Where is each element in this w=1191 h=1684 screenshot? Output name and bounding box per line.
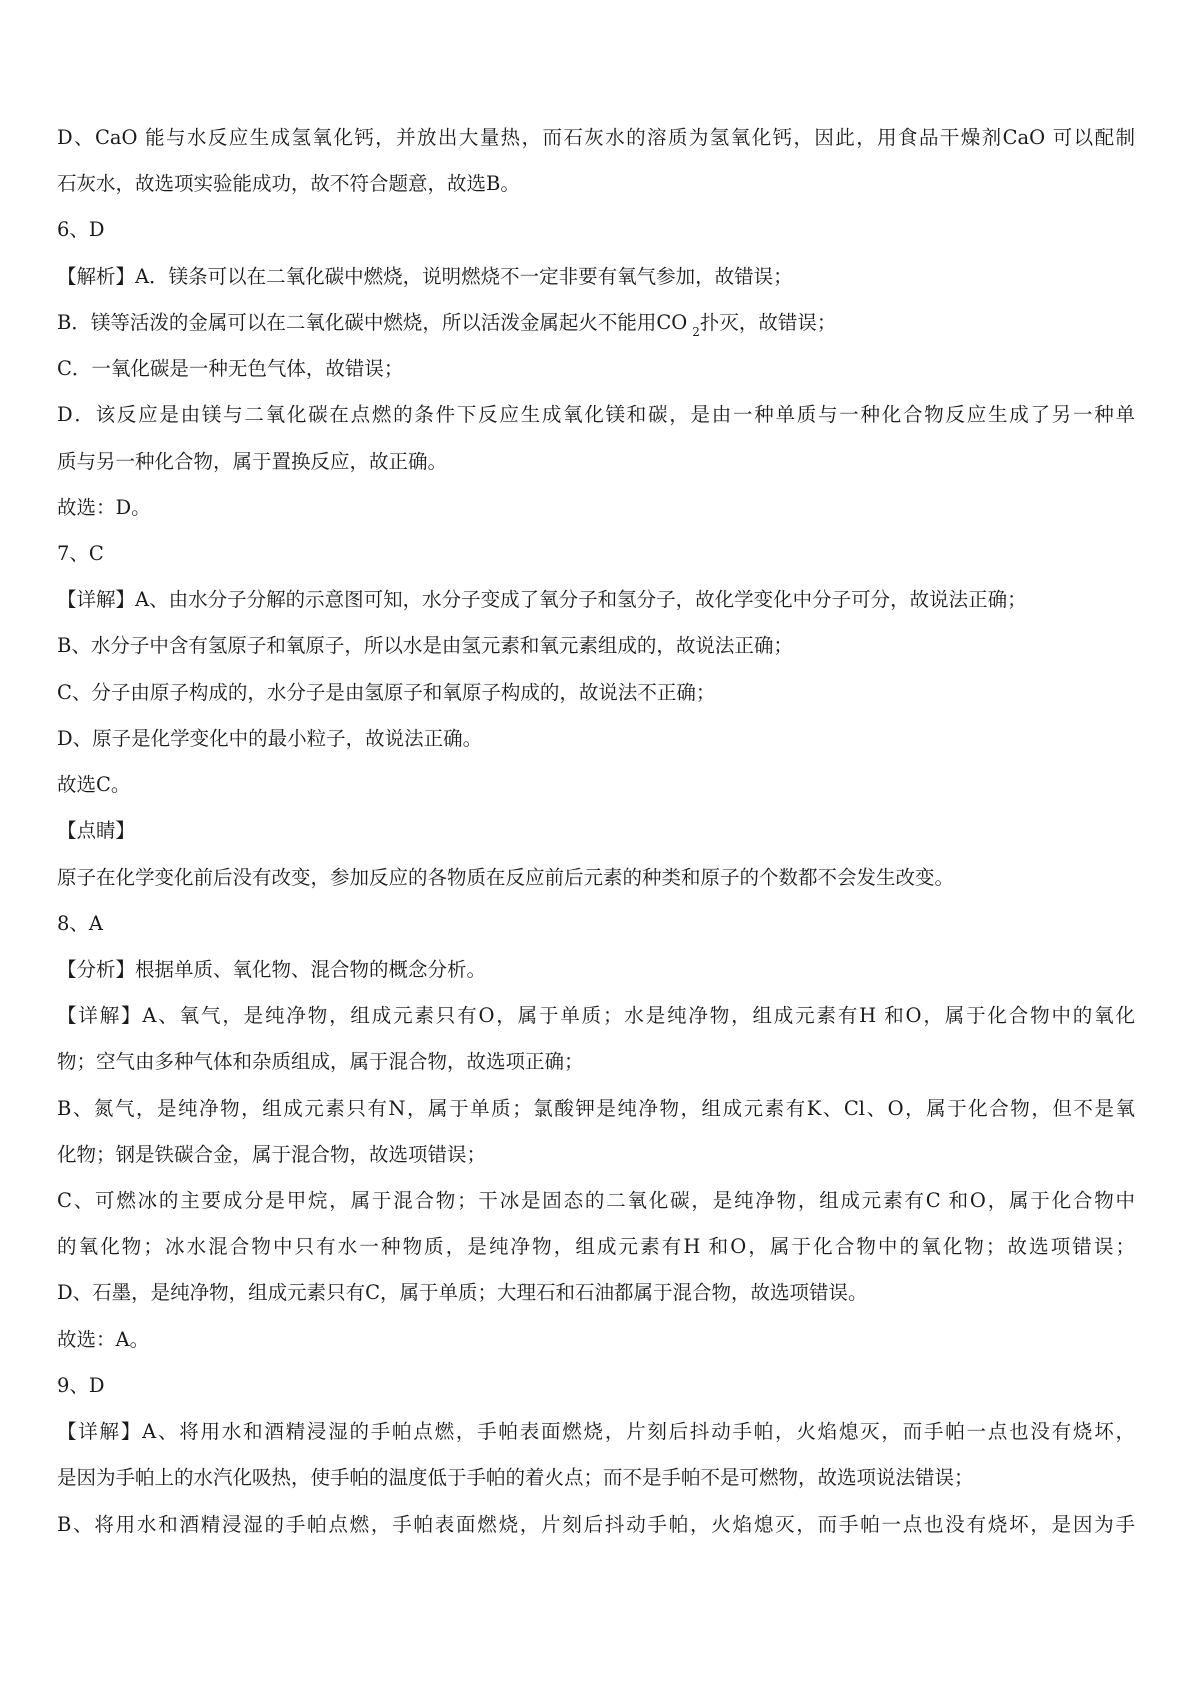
text-line: 【详解】A、氧气，是纯净物，组成元素只有O，属于单质；水是纯净物，组成元素有H 和O，属于化合物中的氧化 (57, 1004, 1135, 1028)
text-line: 原子在化学变化前后没有改变，参加反应的各物质在反应前后元素的种类和原子的个数都不会发生改变。 (57, 865, 955, 889)
text-line: 故选：D。 (57, 495, 151, 519)
text-line: D．该反应是由镁与二氧化碳在点燃的条件下反应生成氧化镁和碳，是由一种单质与一种化合物反应生成了另一种单 (57, 403, 1135, 427)
question-answer-heading: 7、C (57, 541, 104, 565)
text-line: 是因为手帕上的水汽化吸热，使手帕的温度低于手帕的着火点；而不是手帕不是可燃物，故选项说法错误； (57, 1466, 974, 1490)
text-line: 【分析】根据单质、氧化物、混合物的概念分析。 (57, 957, 487, 981)
text-segment: 扑灭，故错误； (699, 310, 837, 334)
text-line: 的氧化物；冰水混合物中只有水一种物质，是纯净物，组成元素有H 和O，属于化合物中的氧化物；故选项错误； (57, 1235, 1135, 1259)
document-page (57, 115, 1135, 1548)
text-line: 故选：A。 (57, 1327, 150, 1351)
text-segment: B．镁等活泼的金属可以在二氧化碳中燃烧，所以活泼金属起火不能用CO (57, 310, 688, 334)
text-line: B、水分子中含有氢原子和氧原子，所以水是由氢元素和氧元素组成的，故说法正确； (57, 634, 793, 658)
text-line: 化物；钢是铁碳合金，属于混合物，故选项错误； (57, 1142, 487, 1166)
text-line: C．一氧化碳是一种无色气体，故错误； (57, 357, 404, 381)
text-line: B、氮气，是纯净物，组成元素只有N，属于单质；氯酸钾是纯净物，组成元素有K、Cl、O，属于化合物，但不是氧 (57, 1096, 1135, 1120)
subscript: 2 (692, 324, 700, 339)
text-line: C、可燃冰的主要成分是甲烷，属于混合物；干冰是固态的二氧化碳，是纯净物，组成元素有C 和O，属于化合物中 (57, 1189, 1135, 1213)
text-line: 质与另一种化合物，属于置换反应，故正确。 (57, 449, 448, 473)
text-line: D、原子是化学变化中的最小粒子，故说法正确。 (57, 726, 483, 750)
text-line: D、CaO 能与水反应生成氢氧化钙，并放出大量热，而石灰水的溶质为氢氧化钙，因此，用食品干燥剂CaO 可以配制 (57, 126, 1135, 149)
text-line: C、分子由原子构成的，水分子是由氢原子和氧原子构成的，故说法不正确； (57, 680, 716, 704)
question-answer-heading: 9、D (57, 1373, 105, 1397)
section-label: 【点睛】 (57, 819, 136, 843)
text-line: D、石墨，是纯净物，组成元素只有C，属于单质；大理石和石油都属于混合物，故选项错误。 (57, 1281, 868, 1305)
text-line: 石灰水，故选项实验能成功，故不符合题意，故选B。 (57, 172, 520, 196)
text-line: 故选C。 (57, 773, 131, 797)
question-answer-heading: 8、A (57, 911, 103, 935)
text-line: 【详解】A、将用水和酒精浸湿的手帕点燃，手帕表面燃烧，片刻后抖动手帕，火焰熄灭，而手帕一点也没有烧坏， (57, 1420, 1135, 1444)
question-answer-heading: 6、D (57, 218, 105, 242)
text-line: 【解析】A．镁条可以在二氧化碳中燃烧，说明燃烧不一定非要有氧气参加，故错误； (57, 264, 793, 288)
text-line: B、将用水和酒精浸湿的手帕点燃，手帕表面燃烧，片刻后抖动手帕，火焰熄灭，而手帕一点也没有烧坏，是因为手 (57, 1512, 1135, 1536)
text-line: 物；空气由多种气体和杂质组成，属于混合物，故选项正确； (57, 1050, 584, 1074)
text-line (57, 300, 1135, 346)
text-line: 【详解】A、由水分子分解的示意图可知，水分子变成了氧分子和氢分子，故化学变化中分子可分，故说法正确； (57, 588, 1027, 612)
